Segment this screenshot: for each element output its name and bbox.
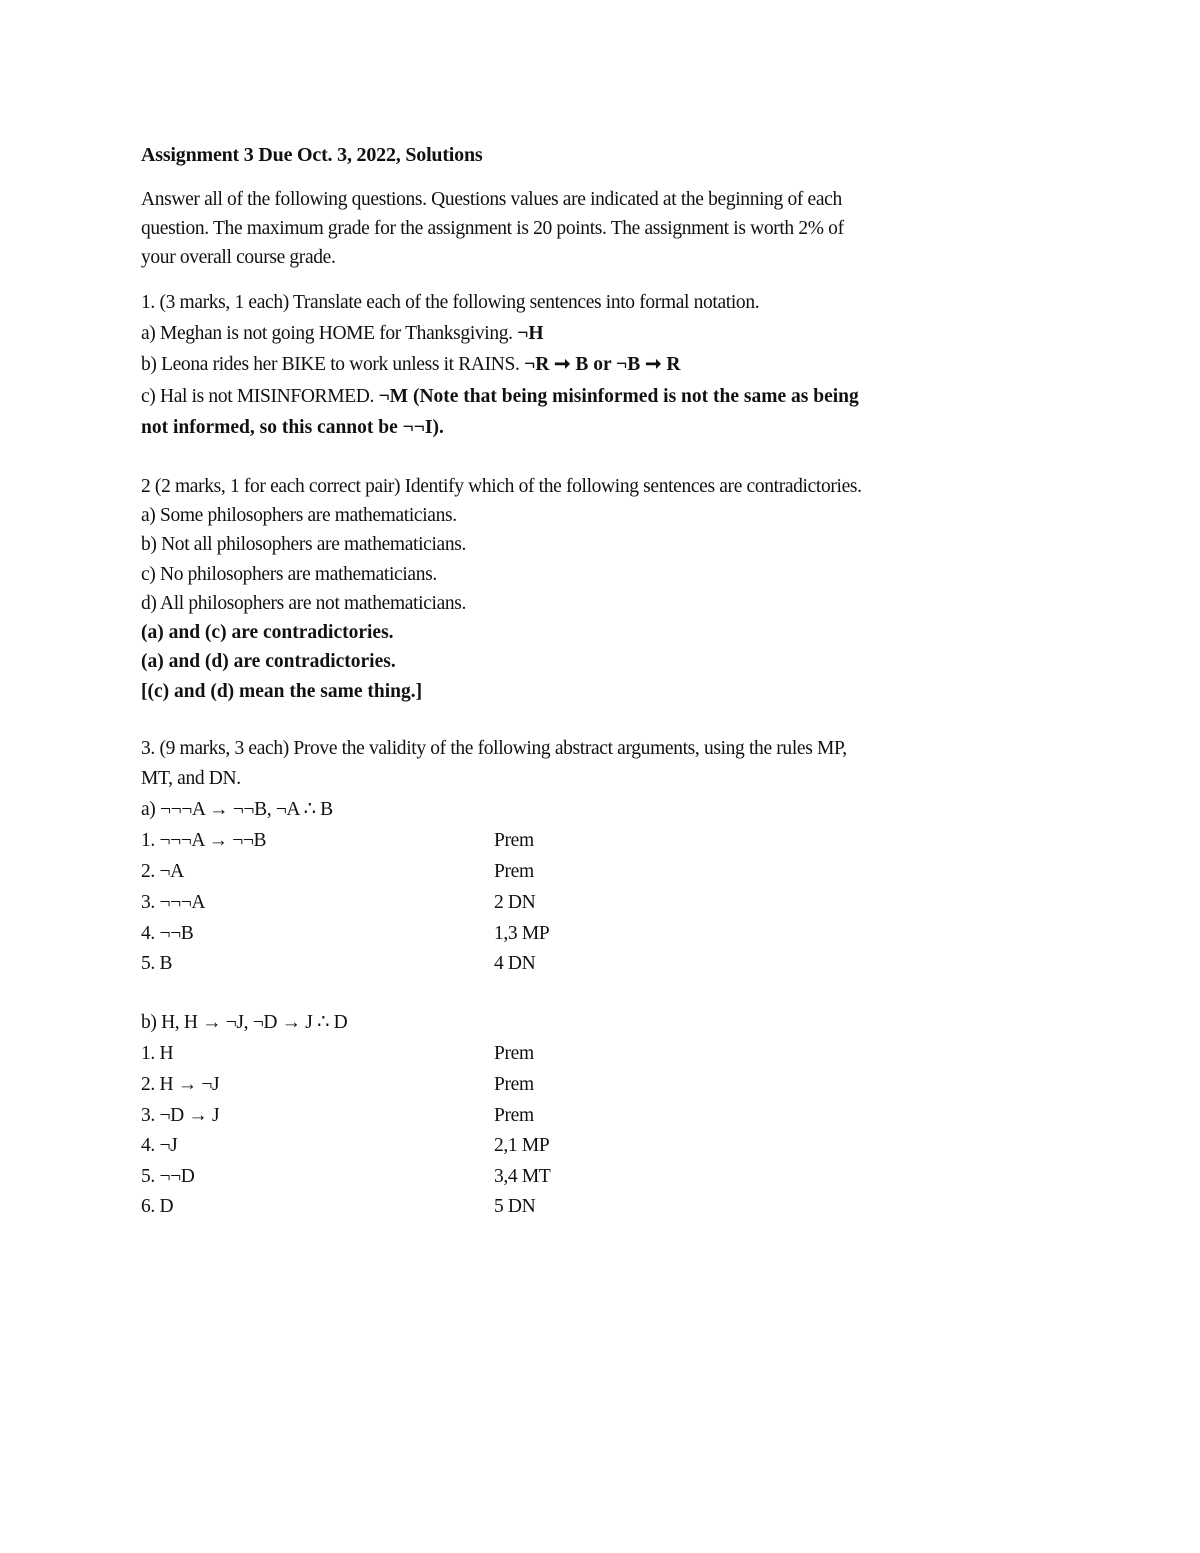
proof-b-statement: 3. ¬D → J — [141, 1105, 220, 1126]
proof-a-justification: 4 DN — [494, 953, 536, 974]
q3-heading-line-2: MT, and DN. — [141, 768, 241, 789]
q2-option-d: d) All philosophers are not mathematicians. — [141, 593, 467, 614]
q1-b-answer: ¬R ➞ B or ¬B ➞ R — [524, 354, 681, 375]
q2-answer-2: (a) and (d) are contradictories. — [141, 651, 396, 672]
proof-b-row — [141, 1134, 741, 1158]
proof-b-row — [141, 1165, 741, 1189]
q2-option-c: c) No philosophers are mathematicians. — [141, 564, 437, 585]
proof-b-row — [141, 1042, 741, 1066]
proof-a-row — [141, 922, 741, 946]
proof-b-statement: 5. ¬¬D — [141, 1166, 195, 1187]
proof-b-justification: Prem — [494, 1043, 534, 1064]
q1-item-c — [141, 385, 859, 409]
q3-a-argument: a) ¬¬¬A → ¬¬B, ¬A ∴ B — [141, 799, 333, 820]
q1-heading: 1. (3 marks, 1 each) Translate each of the following sentences into formal notation. — [141, 292, 760, 313]
proof-a-statement: 4. ¬¬B — [141, 923, 194, 944]
proof-a-row — [141, 891, 741, 915]
proof-b-row — [141, 1104, 741, 1128]
proof-b-statement: 2. H → ¬J — [141, 1074, 220, 1095]
proof-a-statement: 3. ¬¬¬A — [141, 892, 206, 913]
q3-b-argument: b) H, H → ¬J, ¬D → J ∴ D — [141, 1012, 348, 1033]
q2-answer-3: [(c) and (d) mean the same thing.] — [141, 681, 423, 702]
proof-b-justification: Prem — [494, 1074, 534, 1095]
proof-b-statement: 1. H — [141, 1043, 174, 1064]
proof-b-row — [141, 1195, 741, 1219]
q3-heading-line-1: 3. (9 marks, 3 each) Prove the validity of the following abstract arguments, using the rules MP, — [141, 738, 847, 759]
proof-a-justification: 2 DN — [494, 892, 536, 913]
q2-option-a: a) Some philosophers are mathematicians. — [141, 505, 457, 526]
proof-a-row — [141, 952, 741, 976]
proof-a-statement: 5. B — [141, 953, 173, 974]
proof-b-justification: 2,1 MP — [494, 1135, 550, 1156]
q1-c-text: c) Hal is not MISINFORMED. — [141, 386, 379, 407]
proof-a-justification: Prem — [494, 830, 534, 851]
intro-line-3: your overall course grade. — [141, 247, 336, 268]
proof-a-statement: 1. ¬¬¬A → ¬¬B — [141, 830, 267, 851]
q2-option-b: b) Not all philosophers are mathematicians. — [141, 534, 467, 555]
proof-b-justification: Prem — [494, 1105, 534, 1126]
q1-c-answer: ¬M (Note that being misinformed is not the same as being — [378, 386, 859, 407]
intro-line-1: Answer all of the following questions. Questions values are indicated at the beginning of each — [141, 189, 842, 210]
proof-b-justification: 3,4 MT — [494, 1166, 551, 1187]
q1-b-text: b) Leona rides her BIKE to work unless it RAINS. — [141, 354, 525, 375]
q2-heading: 2 (2 marks, 1 for each correct pair) Identify which of the following sentences are contradictories. — [141, 476, 862, 497]
q1-item-b — [141, 353, 680, 377]
proof-a-justification: Prem — [494, 861, 534, 882]
proof-a-justification: 1,3 MP — [494, 923, 550, 944]
q1-a-answer: ¬H — [517, 323, 544, 344]
page-title: Assignment 3 Due Oct. 3, 2022, Solutions — [141, 144, 483, 166]
proof-a-row — [141, 860, 741, 884]
q1-c-answer-cont: not informed, so this cannot be ¬¬I). — [141, 417, 444, 438]
proof-a-row — [141, 829, 741, 853]
proof-b-statement: 4. ¬J — [141, 1135, 178, 1156]
q1-a-text: a) Meghan is not going HOME for Thanksgiving. — [141, 323, 518, 344]
proof-b-justification: 5 DN — [494, 1196, 536, 1217]
q2-answer-1: (a) and (c) are contradictories. — [141, 622, 394, 643]
intro-line-2: question. The maximum grade for the assignment is 20 points. The assignment is worth 2% of — [141, 218, 844, 239]
proof-a-statement: 2. ¬A — [141, 861, 184, 882]
q1-item-a — [141, 322, 544, 346]
proof-b-statement: 6. D — [141, 1196, 174, 1217]
proof-b-row — [141, 1073, 741, 1097]
